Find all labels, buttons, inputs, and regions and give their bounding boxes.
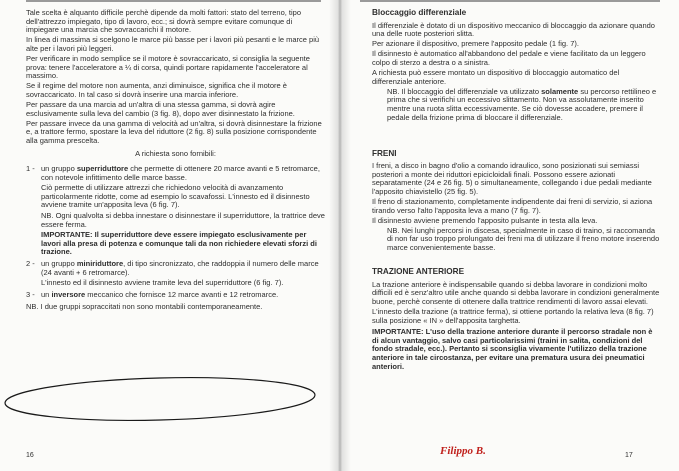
right-page: [340, 0, 679, 471]
paragraph: Il disinnesto è automatico all'abbandono del pedale e viene facilitato da un leggero colpo di sterzo a destra o a sinistra.: [372, 49, 646, 67]
note-text: su percorso rettilineo e prima che si verifichi un eccessivo slittamento. Non va assolutamente inserito mentre una ruota slitta eccessivamente. Se ciò dovesse accadere, premere il pedale della frizione prima di bloccare il differenziale.: [387, 86, 657, 122]
item-number: 2 -: [26, 258, 35, 268]
paragraph: Se il regime del motore non aumenta, anzi diminuisce, significa che il motore è sovraccaricato. In tal caso si dovrà inserire una marcia inferiore.: [26, 81, 287, 99]
bottom-note: NB. I due gruppi sopraccitati non sono montabili contemporaneamente.: [26, 302, 263, 312]
item-text: un gruppo: [41, 164, 77, 173]
item-number: 1 -: [26, 164, 35, 173]
paragraph: Per passare da una marcia ad un'altra di una stessa gamma, si dovrà agire esclusivamente sulla leva del cambio (3 fig. 8), dopo aver disinnestato la frizione.: [26, 99, 295, 118]
paragraph: Per verificare in modo semplice se il motore è sovraccaricato, si consiglia la seguente prova: tenere l'acceleratore a ¼ di corsa, quindi portare rapidamente l'acceleratore al massimo.: [26, 53, 310, 81]
item-detail: Ciò permette di utilizzare attrezzi che richiedono velocità di avanzamento particolarmente ridotte, come ad esempio lo scavafossi. L'innesto ed il disinnesto avviene tramite un'apposita leva (6 fig. 7).: [41, 183, 310, 210]
page-number: 17: [625, 452, 633, 460]
paragraph: Per azionare il dispositivo, premere l'apposito pedale (1 fig. 7).: [372, 39, 579, 49]
note-text: NB. Il bloccaggio del differenziale va utilizzato: [387, 86, 542, 96]
paragraph: A richiesta può essere montato un dispositivo di bloccaggio automatico del differenziale anteriore.: [372, 68, 620, 86]
paragraph: La trazione anteriore è indispensabile quando si debba lavorare in condizioni molto difficili ed è senz'altro utile anche quando si debba lavorare in condizioni generalmente buone, perchè consente di ottenere dalla trattrice rendimenti di lavoro assai elevati.: [372, 279, 660, 306]
item-warning: IMPORTANTE: Il superriduttore deve essere impiegato esclusivamente per lavori alla presa di potenza e comunque tali da non richiedere elevati sforzi di trazione.: [41, 230, 317, 257]
list-item-miniriduttore: [26, 260, 325, 277]
item-number: 3 -: [26, 289, 35, 299]
item-text: un: [41, 289, 52, 299]
paragraph: Il disinnesto avviene premendo l'apposito pulsante in testa alla leva.: [372, 215, 598, 225]
page-number: 16: [26, 452, 34, 460]
section-heading-freni: FRENI: [372, 148, 397, 158]
item-text: che permette di ottenere 20 marce avanti e 5 retromarce, con notevole infittimento delle marce basse.: [41, 164, 320, 182]
hand-drawn-circle-annotation: [2, 375, 319, 423]
item-term: superriduttore: [76, 164, 129, 173]
section-heading-bloccaggio: Bloccaggio differenziale: [372, 8, 467, 17]
paragraph: Tale scelta è alquanto difficile perchè dipende da molti fattori: stato del terreno, tipo dell'attrezzo impiegato, tipo di lavoro, ecc.; si dovrà sempre evitare comunque di impiegare una marcia che sovraccarichi il motore.: [26, 8, 302, 35]
paragraph: I freni, a disco in bagno d'olio a comando idraulico, sono posizionati sui semiassi posteriori a monte dei riduttori epicicloidali finali. Possono essere azionati separatamente (24 e 26 fig. 5) o simultaneamente, collegando i due pedali mediante l'apposito chiavistello (25 fig. 5).: [372, 161, 652, 196]
item-detail: L'innesto ed il disinnesto avviene tramite leva del superriduttore (6 fig. 7).: [41, 278, 284, 288]
top-rule: [360, 0, 660, 2]
item-text: , di tipo sincronizzato, che raddoppia il numero delle marce (24 avanti + 6 retromarce).: [41, 258, 319, 277]
item-note: NB. Ogni qualvolta si debba innestare o disinnestare il superriduttore, la trattrice deve essere ferma.: [41, 210, 325, 229]
paragraph: Per passare invece da una gamma di velocità ad un'altra, si dovrà disinnestare la frizione e, a trattore fermo, spostare la leva del riduttore (2 fig. 8) sulla posizione corrispondente alla gamma prescelta.: [26, 118, 322, 145]
note-emphasis: solamente: [541, 86, 579, 96]
handwritten-signature: Filippo B.: [440, 445, 486, 458]
list-item-superriduttore: [26, 165, 325, 182]
spacer: [372, 124, 661, 150]
paragraph: In linea di massima si scelgono le marce più basse per i lavori più pesanti e le marce più alte per i lavori più leggeri.: [26, 35, 320, 53]
warning-paragraph: IMPORTANTE: L'uso della trazione anteriore durante il percorso stradale non è di alcun vantaggio, salvo casi particolarissimi (traini in salita, condizioni del fondo stradale, ecc.). Pertanto si sconsiglia vivamente l'utilizzo della trazione anteriore in tale circostanza, per evitare una prematura usura dei pneumatici anteriori.: [372, 327, 653, 371]
paragraph: Il differenziale è dotato di un dispositivo meccanico di bloccaggio da azionare quando una delle ruote posteriori slitta.: [372, 20, 655, 39]
item-text: un gruppo: [41, 258, 77, 268]
fornibili-heading: A richiesta sono fornibili:: [135, 149, 216, 159]
list-item-inversore: [26, 291, 325, 300]
item-term: inversore: [51, 289, 86, 299]
item-text: meccanico che fornisce 12 marce avanti e 12 retromarce.: [85, 289, 279, 299]
left-page: [0, 0, 339, 471]
note-paragraph: [372, 88, 661, 122]
section-heading-trazione: TRAZIONE ANTERIORE: [372, 267, 465, 277]
top-rule: [26, 0, 321, 2]
paragraph: L'innesto della trazione (a trattrice ferma), si ottiene portando la relativa leva (8 fig. 7) sulla posizione « IN » dell'apposita targhetta.: [372, 307, 654, 325]
note-paragraph: NB. Nei lunghi percorsi in discesa, specialmente in caso di traino, si raccomanda di non far uso troppo prolungato dei freni ma di utilizzare il freno motore inserendo marce convenientemente basse.: [387, 225, 660, 253]
paragraph: Il freno di stazionamento, completamente indipendente dai freni di servizio, si aziona tirando verso l'alto l'apposita leva a mano (7 fig. 7).: [372, 197, 653, 215]
spacer: [372, 254, 661, 268]
item-term: miniriduttore: [76, 258, 124, 268]
